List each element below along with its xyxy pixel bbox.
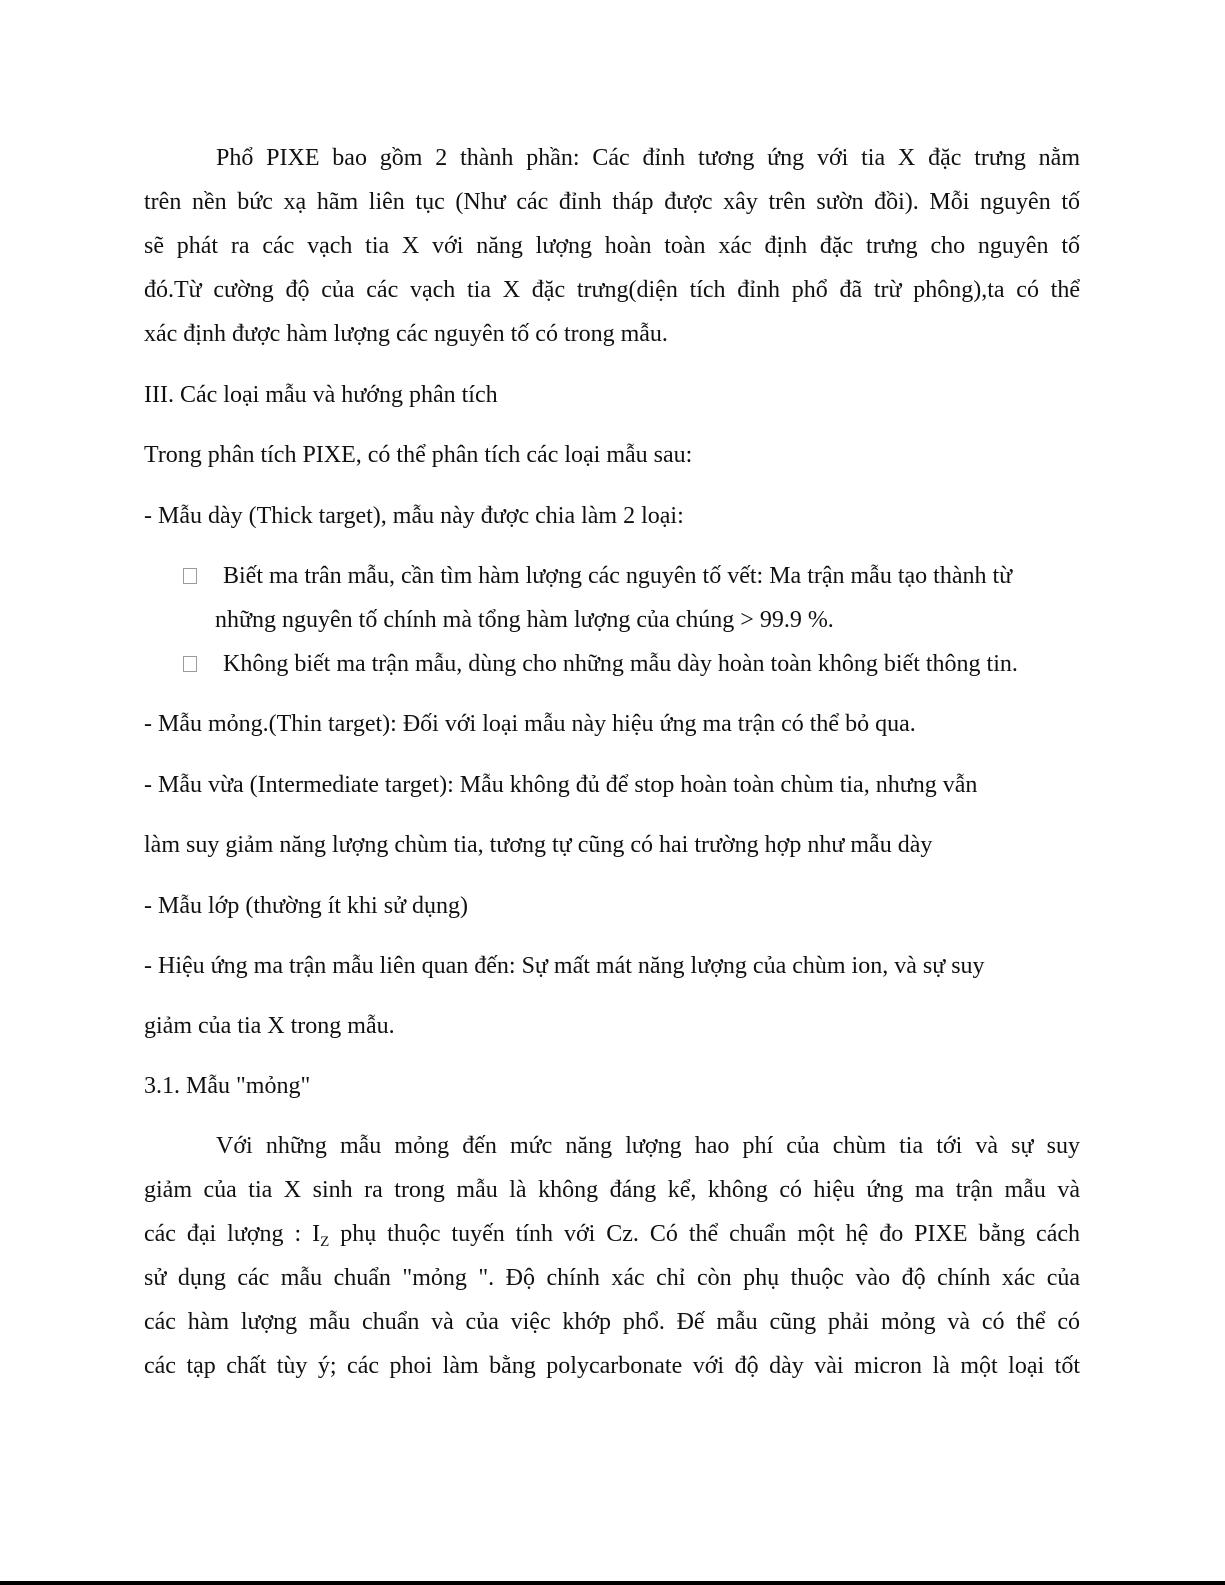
paragraph-pixe-spectrum: [144, 143, 1080, 363]
paragraph-line: sẽ phát ra các vạch tia X với năng lượng hoàn toàn xác định đặc trưng cho nguyên tố: [144, 233, 1080, 259]
thin-target-item: - Mẫu mỏng.(Thin target): Đối với loại mẫu này hiệu ứng ma trận có thể bỏ qua.: [144, 711, 916, 737]
bullet-box-icon: [183, 568, 197, 584]
bullet-box-icon: [183, 656, 197, 672]
text-segment: phụ thuộc tuyến tính với Cz. Có thể chuẩn một hệ đo PIXE bằng cách: [329, 1221, 1080, 1247]
bullet-item-known-matrix: [183, 561, 1012, 591]
text-segment: các đại lượng : I: [144, 1221, 321, 1247]
subsection-heading: 3.1. Mẫu "mỏng": [144, 1073, 311, 1099]
section-heading: III. Các loại mẫu và hướng phân tích: [144, 382, 498, 408]
page-bottom-border: [0, 1581, 1225, 1585]
intermediate-target-item: - Mẫu vừa (Intermediate target): Mẫu không đủ để stop hoàn toàn chùm tia, nhưng vẫn: [144, 772, 978, 798]
paragraph-line: Với những mẫu mỏng đến mức năng lượng hao phí của chùm tia tới và sự suy: [216, 1133, 1080, 1159]
bullet-item-continuation: những nguyên tố chính mà tổng hàm lượng của chúng > 99.9 %.: [215, 607, 834, 633]
paragraph-line: các tạp chất tùy ý; các phoi làm bằng polycarbonate với độ dày vài micron là một loại tốt: [144, 1353, 1080, 1379]
paragraph-line: trên nền bức xạ hãm liên tục (Như các đỉnh tháp được xây trên sườn đồi). Mỗi nguyên tố: [144, 189, 1080, 215]
paragraph-line: Phổ PIXE bao gồm 2 thành phần: Các đỉnh tương ứng với tia X đặc trưng nằm: [216, 145, 1080, 171]
intro-text: Trong phân tích PIXE, có thể phân tích các loại mẫu sau:: [144, 442, 693, 468]
paragraph-line: xác định được hàm lượng các nguyên tố có trong mẫu.: [144, 321, 668, 347]
paragraph-thin-samples: [144, 1131, 1080, 1395]
paragraph-line: sử dụng các mẫu chuẩn "mỏng ". Độ chính xác chỉ còn phụ thuộc vào độ chính xác của: [144, 1265, 1080, 1291]
paragraph-line: giảm của tia X sinh ra trong mẫu là không đáng kể, không có hiệu ứng ma trận mẫu và: [144, 1177, 1080, 1203]
subscript-z: Z: [320, 1234, 330, 1250]
paragraph-line: đó.Từ cường độ của các vạch tia X đặc trưng(diện tích đỉnh phổ đã trừ phông),ta có thể: [144, 277, 1080, 303]
matrix-effect-item: - Hiệu ứng ma trận mẫu liên quan đến: Sự mất mát năng lượng của chùm ion, và sự suy: [144, 953, 985, 979]
bullet-text: Không biết ma trận mẫu, dùng cho những mẫu dày hoàn toàn không biết thông tin.: [223, 651, 1018, 677]
bullet-text: Biết ma trân mẫu, cần tìm hàm lượng các nguyên tố vết: Ma trận mẫu tạo thành từ: [223, 563, 1013, 589]
paragraph-line: các hàm lượng mẫu chuẩn và của việc khớp phổ. Đế mẫu cũng phải mỏng và có thể có: [144, 1309, 1080, 1335]
matrix-effect-continuation: giảm của tia X trong mẫu.: [144, 1013, 395, 1039]
layer-target-item: - Mẫu lớp (thường ít khi sử dụng): [144, 893, 469, 919]
bullet-item-unknown-matrix: [183, 649, 1018, 679]
paragraph-line-with-subscript: [144, 1219, 1080, 1263]
intermediate-target-continuation: làm suy giảm năng lượng chùm tia, tương tự cũng có hai trường hợp như mẫu dày: [144, 832, 933, 858]
thick-target-item: - Mẫu dày (Thick target), mẫu này được chia làm 2 loại:: [144, 503, 684, 529]
